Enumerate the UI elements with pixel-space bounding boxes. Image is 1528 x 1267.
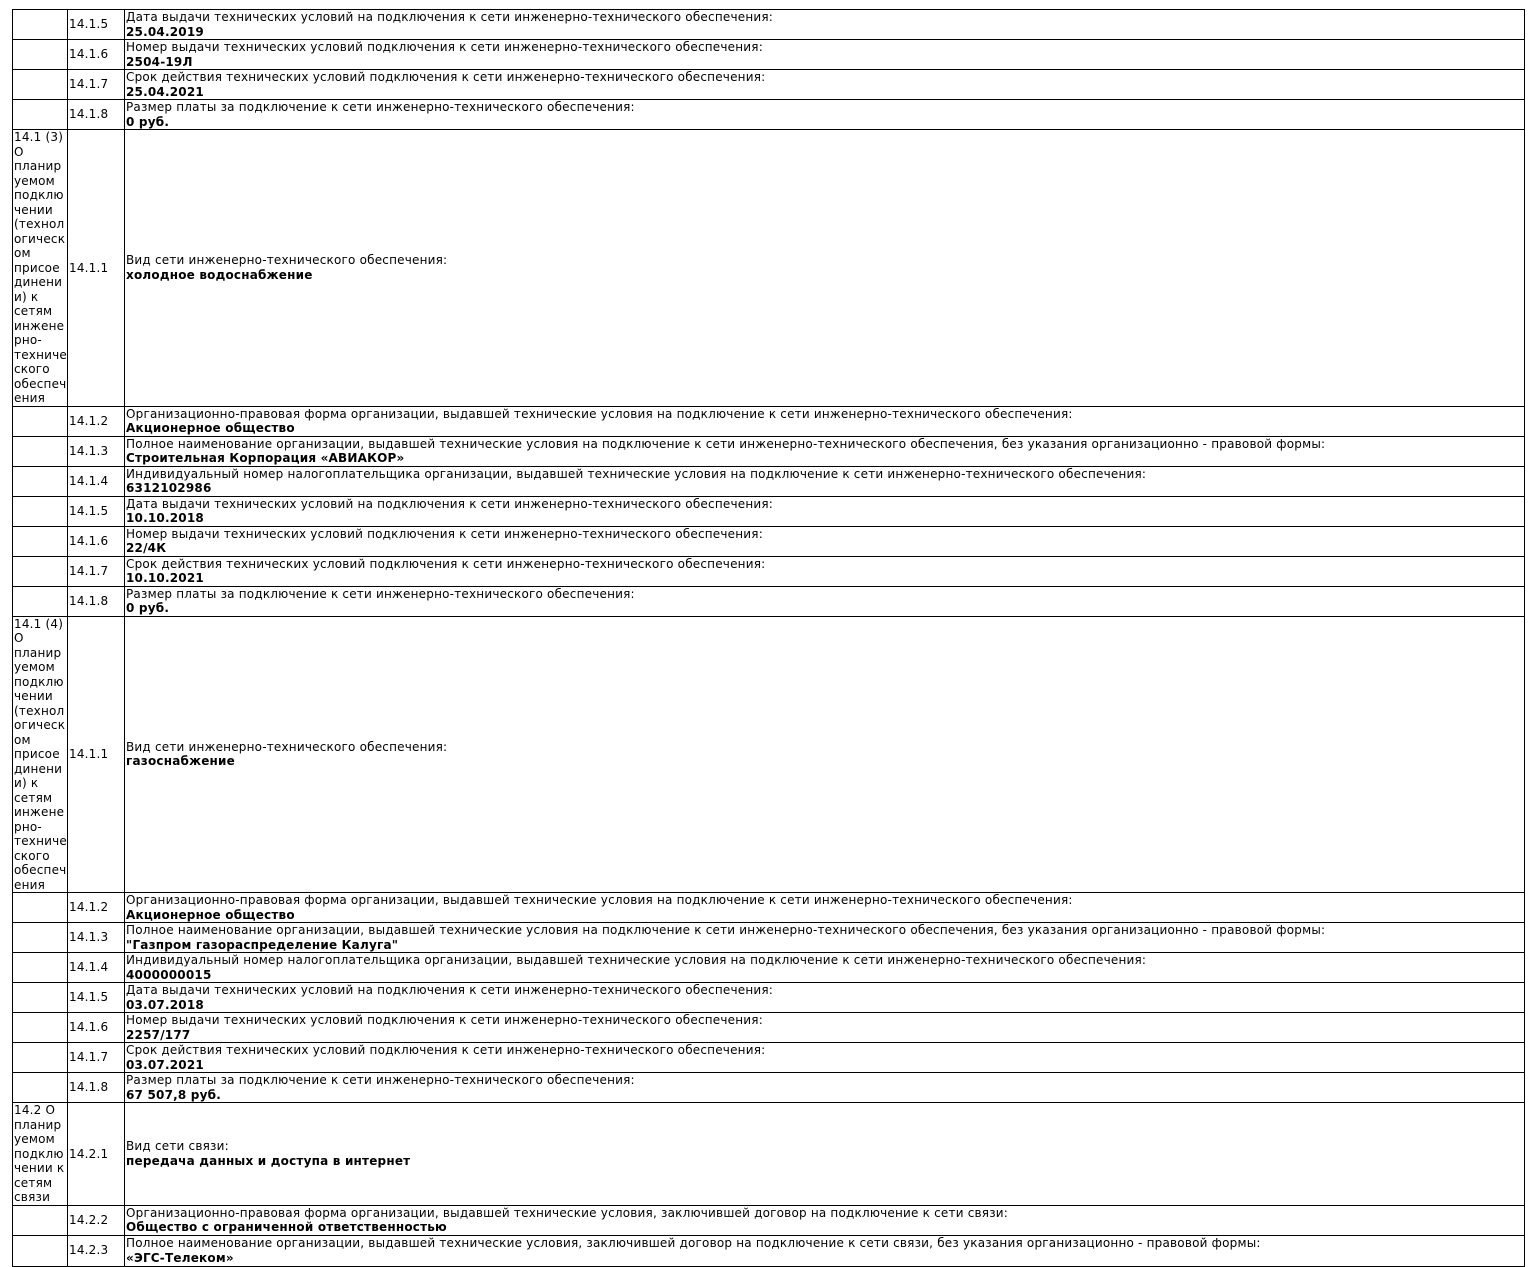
item-value: 25.04.2019 xyxy=(126,24,204,39)
item-number: 14.1.5 xyxy=(68,983,125,1013)
section-cell xyxy=(13,10,68,40)
section-cell xyxy=(13,1013,68,1043)
table-row xyxy=(13,1235,1525,1266)
item-number: 14.1.4 xyxy=(68,466,125,496)
item-content xyxy=(125,496,1525,526)
item-number: 14.1.2 xyxy=(68,893,125,923)
section-cell xyxy=(13,923,68,953)
item-value: Общество с ограниченной ответственностью xyxy=(126,1220,447,1234)
item-number: 14.1.5 xyxy=(68,496,125,526)
item-value: 4000000015 xyxy=(126,967,212,982)
section-cell xyxy=(13,70,68,100)
item-label: Индивидуальный номер налогоплательщика организации, выдавшей технические условия на подключение к сети инженерно-технического обеспечения: xyxy=(126,466,1147,481)
section-cell xyxy=(13,953,68,983)
item-label: Номер выдачи технических условий подключения к сети инженерно-технического обеспечения: xyxy=(126,40,763,54)
item-label: Организационно-правовая форма организации, выдавшей технические условия на подключение к сети инженерно-технического обеспечения: xyxy=(126,893,1073,907)
section-cell xyxy=(13,616,68,893)
item-value: Акционерное общество xyxy=(126,907,295,922)
section-cell xyxy=(13,100,68,130)
item-content xyxy=(125,1103,1525,1206)
item-number: 14.2.1 xyxy=(68,1103,125,1206)
item-value: "Газпром газораспределение Калуга" xyxy=(126,937,399,952)
item-content xyxy=(125,923,1525,953)
item-value: 10.10.2018 xyxy=(126,511,204,525)
item-label: Срок действия технических условий подключения к сети инженерно-технического обеспечения: xyxy=(126,1043,766,1057)
table-row xyxy=(13,953,1525,983)
item-content xyxy=(125,1013,1525,1043)
table-row xyxy=(13,556,1525,586)
section-cell xyxy=(13,130,68,407)
table-row xyxy=(13,70,1525,100)
table-row xyxy=(13,1013,1525,1043)
table-row xyxy=(13,526,1525,556)
item-content xyxy=(125,40,1525,70)
item-label: Номер выдачи технических условий подключения к сети инженерно-технического обеспечения: xyxy=(126,526,763,541)
item-label: Вид сети инженерно-технического обеспечения: xyxy=(126,253,448,268)
item-value: 0 руб. xyxy=(126,601,170,615)
item-number: 14.1.4 xyxy=(68,953,125,983)
section-cell xyxy=(13,40,68,70)
section-cell xyxy=(13,1073,68,1103)
section-cell xyxy=(13,526,68,556)
item-value: 10.10.2021 xyxy=(126,571,204,585)
table-row xyxy=(13,10,1525,40)
item-number: 14.2.2 xyxy=(68,1205,125,1235)
item-value: Акционерное общество xyxy=(126,421,295,435)
section-cell xyxy=(13,436,68,466)
section-cell xyxy=(13,1205,68,1235)
section-title: 14.1 (4) О планируемом подключении (технологическом присоединении) к сетям инженерно-технического обеспечения xyxy=(14,616,67,892)
table-row xyxy=(13,436,1525,466)
section-cell xyxy=(13,1043,68,1073)
table-row xyxy=(13,1043,1525,1073)
item-label: Вид сети инженерно-технического обеспечения: xyxy=(126,739,448,754)
item-content xyxy=(125,556,1525,586)
item-value: 22/4К xyxy=(126,541,167,555)
item-value: 0 руб. xyxy=(126,114,170,129)
item-value: Строительная Корпорация «АВИАКОР» xyxy=(126,451,405,465)
item-number: 14.1.3 xyxy=(68,436,125,466)
table-row xyxy=(13,406,1525,436)
item-value: 25.04.2021 xyxy=(126,84,204,99)
item-number: 14.1.6 xyxy=(68,40,125,70)
item-label: Дата выдачи технических условий на подключения к сети инженерно-технического обеспечения: xyxy=(126,496,774,511)
item-label: Размер платы за подключение к сети инженерно-технического обеспечения: xyxy=(126,586,635,601)
table-row xyxy=(13,616,1525,893)
item-content xyxy=(125,616,1525,893)
item-number: 14.1.8 xyxy=(68,1073,125,1103)
item-number: 14.1.7 xyxy=(68,556,125,586)
item-label: Размер платы за подключение к сети инженерно-технического обеспечения: xyxy=(126,1073,635,1087)
table-row xyxy=(13,496,1525,526)
item-label: Полное наименование организации, выдавшей технические условия, заключившей договор на подключение к сети связи, без указания организационно - правовой формы: xyxy=(126,1236,1261,1250)
item-label: Индивидуальный номер налогоплательщика организации, выдавшей технические условия на подключение к сети инженерно-технического обеспечения: xyxy=(126,953,1147,967)
item-label: Дата выдачи технических условий на подключения к сети инженерно-технического обеспечения: xyxy=(126,10,774,24)
document-table-body xyxy=(13,10,1525,1267)
item-value: 6312102986 xyxy=(126,481,212,495)
section-cell xyxy=(13,983,68,1013)
table-row xyxy=(13,1205,1525,1235)
item-content xyxy=(125,526,1525,556)
item-content xyxy=(125,983,1525,1013)
item-label: Организационно-правовая форма организации, выдавшей технические условия на подключение к сети инженерно-технического обеспечения: xyxy=(126,406,1073,421)
item-content xyxy=(125,1043,1525,1073)
section-title: 14.1 (3) О планируемом подключении (технологическом присоединении) к сетям инженерно-технического обеспечения xyxy=(14,130,67,405)
item-label: Организационно-правовая форма организации, выдавшей технические условия, заключившей договор на подключение к сети связи: xyxy=(126,1205,1009,1220)
item-content xyxy=(125,586,1525,616)
item-label: Вид сети связи: xyxy=(126,1139,229,1154)
item-value: «ЭГС-Телеком» xyxy=(126,1250,234,1265)
item-label: Номер выдачи технических условий подключения к сети инженерно-технического обеспечения: xyxy=(126,1013,763,1027)
item-number: 14.1.5 xyxy=(68,10,125,40)
item-value: 03.07.2018 xyxy=(126,997,204,1012)
item-value: передача данных и доступа в интернет xyxy=(126,1153,411,1168)
item-content xyxy=(125,1073,1525,1103)
item-value: 2504-19Л xyxy=(126,54,193,69)
table-row xyxy=(13,100,1525,130)
item-content xyxy=(125,1235,1525,1266)
item-content xyxy=(125,70,1525,100)
item-content xyxy=(125,100,1525,130)
item-value: 2257/177 xyxy=(126,1027,191,1042)
table-row xyxy=(13,1073,1525,1103)
section-cell xyxy=(13,1235,68,1266)
table-row xyxy=(13,466,1525,496)
item-number: 14.1.7 xyxy=(68,1043,125,1073)
table-row xyxy=(13,893,1525,923)
item-content xyxy=(125,130,1525,407)
item-number: 14.1.6 xyxy=(68,526,125,556)
section-cell xyxy=(13,496,68,526)
item-content xyxy=(125,10,1525,40)
item-value: 67 507,8 руб. xyxy=(126,1087,221,1102)
item-content xyxy=(125,893,1525,923)
section-cell xyxy=(13,586,68,616)
item-number: 14.1.7 xyxy=(68,70,125,100)
item-number: 14.1.8 xyxy=(68,586,125,616)
item-label: Полное наименование организации, выдавшей технические условия на подключение к сети инженерно-технического обеспечения, без указания организационно - правовой формы: xyxy=(126,436,1326,451)
table-row xyxy=(13,983,1525,1013)
section-cell xyxy=(13,556,68,586)
table-row xyxy=(13,130,1525,407)
item-number: 14.1.2 xyxy=(68,406,125,436)
item-number: 14.1.1 xyxy=(68,616,125,893)
table-row xyxy=(13,923,1525,953)
item-number: 14.1.8 xyxy=(68,100,125,130)
item-label: Срок действия технических условий подключения к сети инженерно-технического обеспечения: xyxy=(126,70,766,84)
item-label: Полное наименование организации, выдавшей технические условия на подключение к сети инженерно-технического обеспечения, без указания организационно - правовой формы: xyxy=(126,923,1326,937)
item-number: 14.1.1 xyxy=(68,130,125,407)
item-number: 14.1.3 xyxy=(68,923,125,953)
section-title: 14.2 О планируемом подключении к сетям связи xyxy=(14,1103,65,1204)
item-content xyxy=(125,953,1525,983)
item-content xyxy=(125,406,1525,436)
section-cell xyxy=(13,466,68,496)
item-value: 03.07.2021 xyxy=(126,1057,204,1072)
section-cell xyxy=(13,1103,68,1206)
item-label: Срок действия технических условий подключения к сети инженерно-технического обеспечения: xyxy=(126,556,766,571)
item-label: Дата выдачи технических условий на подключения к сети инженерно-технического обеспечения: xyxy=(126,983,774,997)
item-value: газоснабжение xyxy=(126,754,235,769)
document-table xyxy=(12,9,1525,1267)
item-number: 14.1.6 xyxy=(68,1013,125,1043)
item-content xyxy=(125,1205,1525,1235)
section-cell xyxy=(13,893,68,923)
item-content xyxy=(125,436,1525,466)
table-row xyxy=(13,586,1525,616)
item-label: Размер платы за подключение к сети инженерно-технического обеспечения: xyxy=(126,100,635,114)
table-row xyxy=(13,40,1525,70)
item-content xyxy=(125,466,1525,496)
item-number: 14.2.3 xyxy=(68,1235,125,1266)
item-value: холодное водоснабжение xyxy=(126,267,313,282)
section-cell xyxy=(13,406,68,436)
table-row xyxy=(13,1103,1525,1206)
